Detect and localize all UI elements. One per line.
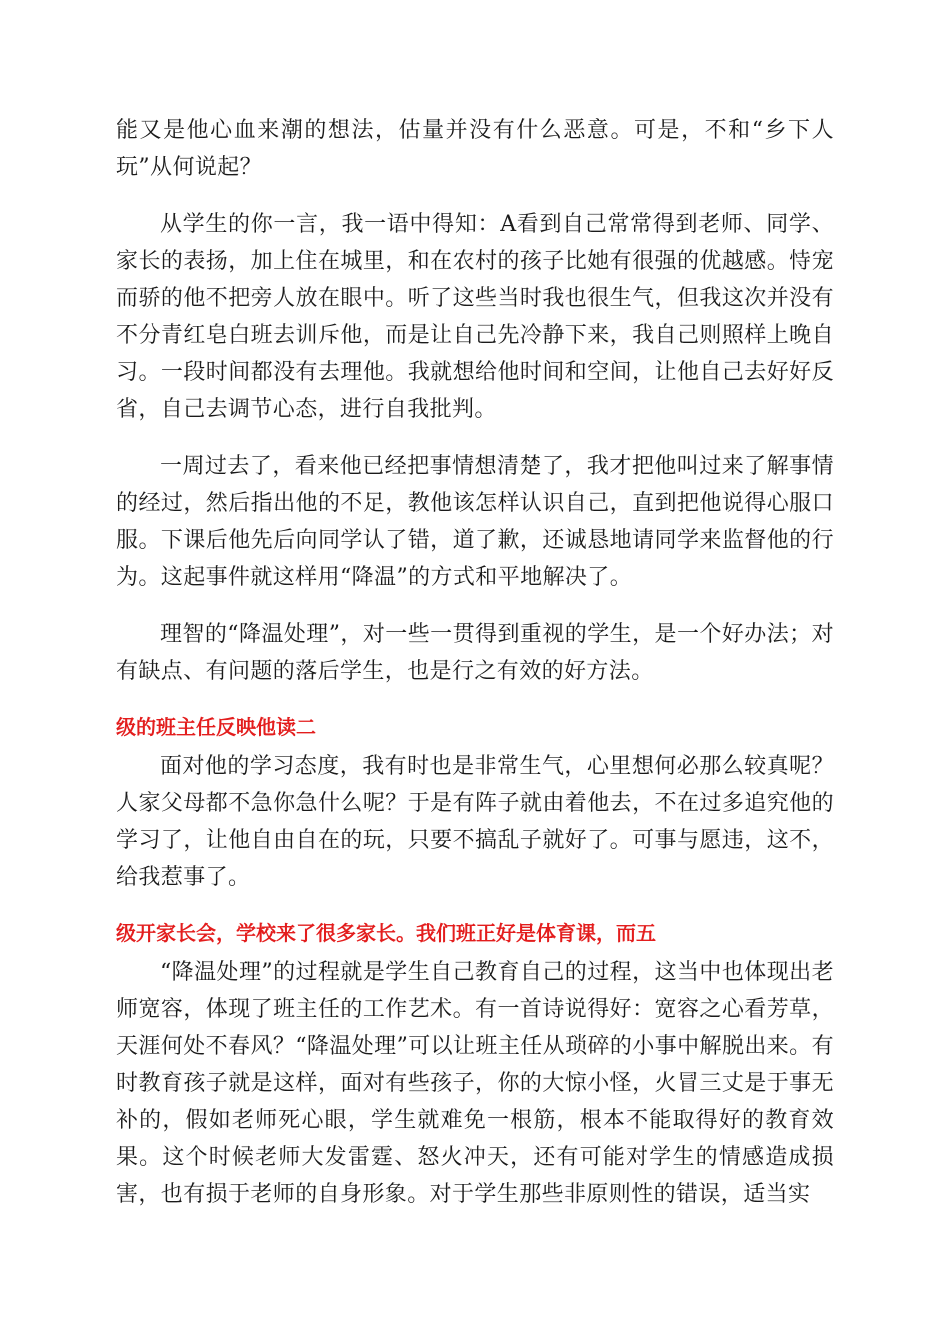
paragraph-5: 面对他的学习态度，我有时也是非常生气，心里想何必那么较真呢？人家父母都不急你急什么呢？于是有阵子就由着他去，不在过多追究他的学习了，让他自由自在的玩，只要不搞乱子就好了。可事与愿违，这不，给我惹事了。 (116, 754, 834, 890)
paragraph-6: “降温处理”的过程就是学生自己教育自己的过程，这当中也体现出老师宽容，体现了班主任的工作艺术。有一首诗说得好：宽容之心看芳草，天涯何处不春风？“降温处理”可以让班主任从琐碎的小事中解脱出来。有时教育孩子就是这样，面对有些孩子，你的大惊小怪，火冒三丈是于事无补的，假如老师死心眼，学生就难免一根筋，根本不能取得好的教育效果。这个时候老师大发雷霆、怒火冲天，还有可能对学生的情感造成损害，也有损于老师的自身形象。对于学生那些非原则性的错误，适当实 (116, 960, 834, 1207)
paragraph-2: 从学生的你一言，我一语中得知：A看到自己常常得到老师、同学、家长的表扬，加上住在城里，和在农村的孩子比她有很强的优越感。恃宠而骄的他不把旁人放在眼中。听了这些当时我也很生气，但我这次并没有不分青红皂白班去训斥他，而是让自己先冷静下来，我自己则照样上晚自习。一段时间都没有去理他。我就想给他时间和空间，让他自己去好好反省，自己去调节心态，进行自我批判。 (116, 212, 834, 422)
paragraph-1: 能又是他心血来潮的想法，估量并没有什么恶意。可是，不和“乡下人玩”从何说起？ (116, 118, 834, 180)
section-heading-2: 级开家长会，学校来了很多家长。我们班正好是体育课，而五 (116, 921, 656, 945)
document-body (116, 112, 834, 1233)
paragraph-3: 一周过去了，看来他已经把事情想清楚了，我才把他叫过来了解事情的经过，然后指出他的不足，教他该怎样认识自己，直到把他说得心服口服。下课后他先后向同学认了错，道了歉，还诚恳地请同学来监督他的行为。这起事件就这样用“降温”的方式和平地解决了。 (116, 454, 834, 590)
paragraph-4: 理智的“降温处理”，对一些一贯得到重视的学生，是一个好办法；对有缺点、有问题的落后学生，也是行之有效的好方法。 (116, 622, 834, 684)
section-heading-1: 级的班主任反映他读二 (116, 715, 316, 739)
